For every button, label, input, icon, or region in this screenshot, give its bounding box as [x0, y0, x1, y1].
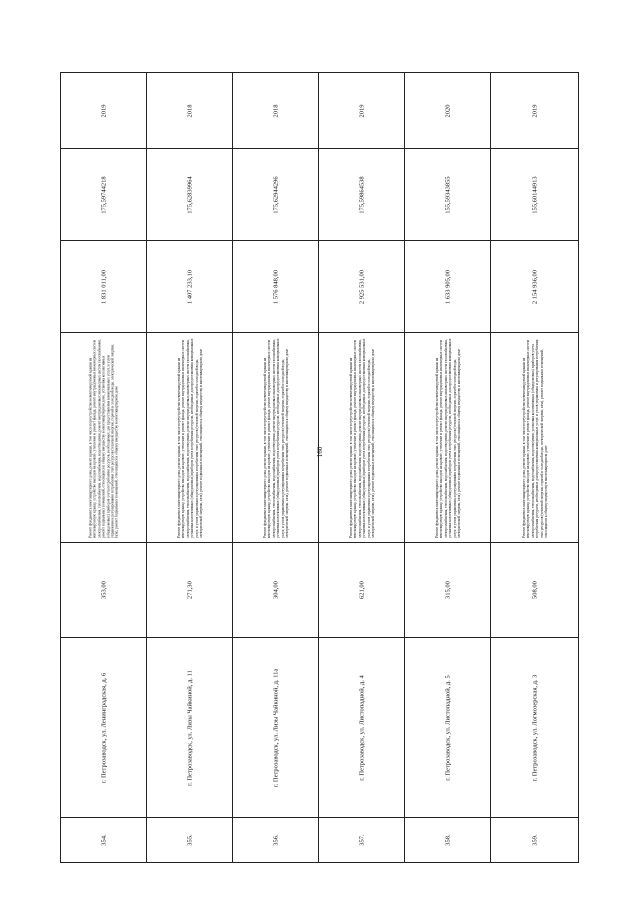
address-cell: г. Петрозаводск, ул. Ленинградская, д. 6: [61, 638, 147, 818]
row-number-cell: 356.: [233, 818, 319, 863]
cost-cell: 2 154 936,00: [491, 241, 579, 333]
works-cell: Ремонт фундамента многоквартирного дома, ремонт крыши, в том числе переустройство невентилируемой крыши на вентилируемую крышу, устройство выходов на кровлю, утепление и ремонт фасада, ремонт внутридомовых инженерных систем электроснабжения, теплоснабжения, водоснабжения, водоотведения, установка коллективных (общедомовых) приборов учета потребления ресурсов, необходимых для предоставления коммунальных услуг, и узлов управления и регулирования потребления этих ресурсов (тепловой энергии, горячей и холодной воды, электрической энергии, газа), ремонт подвальных помещений, относящихся к общему имуществу в многоквартирном доме: [491, 333, 579, 543]
capital-repair-table: [60, 72, 579, 863]
area-cell: 304,00: [233, 543, 319, 638]
address-cell: г. Петрозаводск, ул. Логмозерская, д. 3: [491, 638, 579, 818]
works-cell: Ремонт фундамента многоквартирного дома, ремонт крыши, в том числе переустройство невентилируемой крыши на вентилируемую крышу, устройство выходов на кровлю, утепление и ремонт фасада, ремонт внутридомовых инженерных систем электроснабжения, теплоснабжения, водоснабжения, водоотведения, ремонт внутридомовых инженерных систем газоснабжения, установка коллективных (общедомовых) приборов учета потребления ресурсов, необходимых для предоставления коммунальных услуг, и узлов управления и регулирования потребления этих ресурсов (тепловой энергии, горячей и холодной воды, электрической энергии, газа), ремонт подвальных помещений, относящихся к общему имуществу в многоквартирном доме: [405, 333, 491, 543]
works-cell: Ремонт фундамента многоквартирного дома, ремонт крыши, в том числе переустройство невентилируемой крыши на вентилируемую крышу, устройство выходов на кровлю, утепление и ремонт фасада, ремонт внутридомовых инженерных систем электроснабжения, теплоснабжения, водоснабжения, водоотведения, ремонт внутридомовых инженерных систем газоснабжения, ремонт подвальных помещений, относящихся к общему имуществу в многоквартирном доме, установка коллективных (общедомовых) приборов учета потребления ресурсов, необходимых для предоставления коммунальных услуг, и узлов управления и регулирования потребления этих ресурсов (тепловой энергии, горячей и холодной воды, электрической энергии, газа), ремонт подвальных помещений, относящихся к общему имуществу в многоквартирном доме: [61, 333, 147, 543]
area-cell: 353,00: [61, 543, 147, 638]
page-number: 160: [316, 446, 324, 458]
works-cell: Ремонт фундамента многоквартирного дома, ремонт крыши, в том числе переустройство невентилируемой крыши на вентилируемую крышу, устройство выходов на кровлю, утепление и ремонт фасада, ремонт внутридомовых инженерных систем электроснабжения, теплоснабжения, водоснабжения, водоотведения, ремонт внутридомовых инженерных систем газоснабжения, установка коллективных (общедомовых) приборов учета потребления ресурсов, необходимых для предоставления коммунальных услуг, и узлов управления и регулирования потребления этих ресурсов (тепловой энергии, горячей и холодной воды, электрической энергии, газа), ремонт подвальных помещений, относящихся к общему имуществу в многоквартирном доме: [147, 333, 233, 543]
works-cell: Ремонт фундамента многоквартирного дома, ремонт крыши, в том числе переустройство невентилируемой крыши на вентилируемую крышу, устройство выходов на кровлю, утепление и ремонт фасада, ремонт внутридомовых инженерных систем электроснабжения, теплоснабжения, водоснабжения, водоотведения, ремонт внутридомовых инженерных систем газоснабжения, установка коллективных (общедомовых) приборов учета потребления ресурсов, необходимых для предоставления коммунальных услуг, и узлов управления и регулирования потребления этих ресурсов (тепловой энергии, горячей и холодной воды, электрической энергии, газа), ремонт подвальных помещений, относящихся к общему имуществу в многоквартирном доме: [233, 333, 319, 543]
area-cell: 271,30: [147, 543, 233, 638]
year-cell: 2019: [61, 73, 147, 149]
unit-cost-cell: 175,62839964: [147, 149, 233, 241]
row-number-cell: 358.: [405, 818, 491, 863]
area-cell: 508,00: [491, 543, 579, 638]
year-cell: 2019: [491, 73, 579, 149]
row-number-cell: 359.: [491, 818, 579, 863]
unit-cost-cell: 155,59343855: [405, 149, 491, 241]
unit-cost-cell: 155,60144913: [491, 149, 579, 241]
year-cell: 2018: [233, 73, 319, 149]
cost-cell: 1 576 848,00: [233, 241, 319, 333]
cost-cell: 1 633 905,00: [405, 241, 491, 333]
cost-cell: 1 831 011,00: [61, 241, 147, 333]
row-number-cell: 354.: [61, 818, 147, 863]
unit-cost-cell: 175,59864538: [319, 149, 405, 241]
unit-cost-cell: 175,59744218: [61, 149, 147, 241]
works-cell: Ремонт фундамента многоквартирного дома, ремонт крыши, в том числе переустройство невентилируемой крыши на вентилируемую крышу, устройство выходов на кровлю, утепление и ремонт фасада, ремонт внутридомовых инженерных систем электроснабжения, теплоснабжения, водоснабжения, водоотведения, ремонт внутридомовых инженерных систем газоснабжения, установка коллективных (общедомовых) приборов учета потребления ресурсов, необходимых для предоставления коммунальных услуг, и узлов управления и регулирования потребления этих ресурсов (тепловой энергии, горячей и холодной воды, электрической энергии, газа), ремонт подвальных помещений, относящихся к общему имуществу в многоквартирном доме: [319, 333, 405, 543]
year-cell: 2020: [405, 73, 491, 149]
area-cell: 621,00: [319, 543, 405, 638]
row-number-cell: 355.: [147, 818, 233, 863]
cost-cell: 1 407 233,10: [147, 241, 233, 333]
address-cell: г. Петрозаводск, ул. Листопадной, д. 4: [319, 638, 405, 818]
unit-cost-cell: 175,62944296: [233, 149, 319, 241]
area-cell: 315,00: [405, 543, 491, 638]
address-cell: г. Петрозаводск, ул. Листопадной, д. 5: [405, 638, 491, 818]
row-number-cell: 357.: [319, 818, 405, 863]
year-cell: 2018: [147, 73, 233, 149]
year-cell: 2019: [319, 73, 405, 149]
cost-cell: 2 925 531,00: [319, 241, 405, 333]
address-cell: г. Петрозаводск, ул. Лизы Чайкиной, д. 11а: [233, 638, 319, 818]
address-cell: г. Петрозаводск, ул. Лизы Чайкиной, д. 11: [147, 638, 233, 818]
